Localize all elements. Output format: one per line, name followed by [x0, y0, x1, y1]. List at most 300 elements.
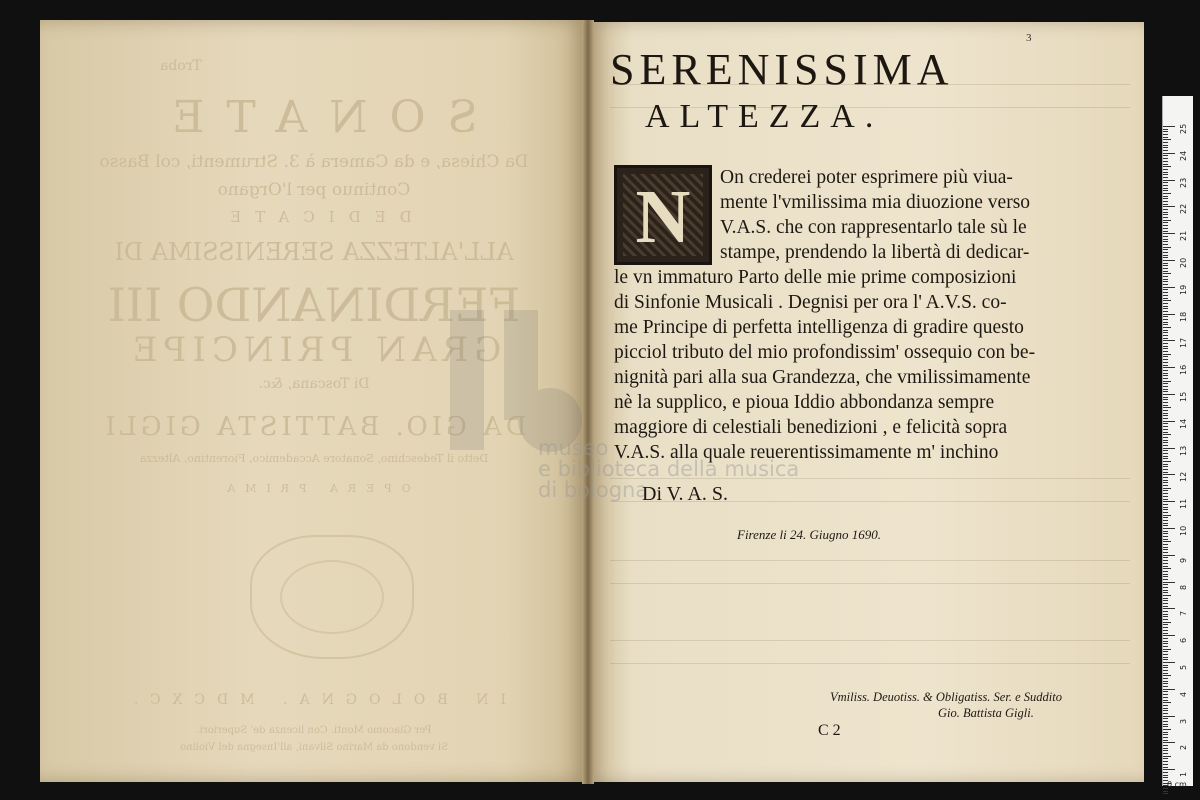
ruler-number: 9 — [1179, 557, 1188, 563]
ruler-tick — [1163, 198, 1168, 199]
ruler-tick — [1163, 308, 1168, 309]
ruler-tick — [1163, 547, 1168, 548]
watermark-text: museo — [538, 436, 609, 460]
ruler-tick — [1163, 515, 1171, 516]
ruler-tick — [1163, 675, 1171, 676]
ruler-number: 5 — [1179, 664, 1188, 670]
ruler-tick — [1163, 289, 1168, 290]
ruler-tick — [1163, 726, 1168, 727]
ruler-tick — [1163, 646, 1168, 647]
ruler-tick — [1163, 196, 1168, 197]
ruler-tick — [1163, 241, 1168, 242]
ruler-tick — [1163, 697, 1168, 698]
ruler-tick — [1163, 499, 1168, 500]
ruler-tick — [1163, 300, 1171, 301]
ruler-tick — [1163, 260, 1175, 261]
ruler-tick — [1163, 249, 1168, 250]
ruler-number: 24 — [1179, 150, 1188, 161]
ruler-number: 10 — [1179, 525, 1188, 536]
ruler-tick — [1163, 791, 1168, 792]
ruler-number: 23 — [1179, 177, 1188, 188]
ruler-tick — [1163, 222, 1168, 223]
ruler-tick — [1163, 477, 1168, 478]
ruler-tick — [1163, 662, 1175, 663]
bleed-line: Da Chiesa, e da Camera à 3. Strumenti, col Basso — [99, 152, 529, 172]
ruler-tick — [1163, 608, 1175, 609]
ruler-tick — [1163, 279, 1168, 280]
ruler-tick — [1163, 480, 1168, 481]
ruler-tick — [1163, 450, 1168, 451]
ruler-tick — [1163, 298, 1168, 299]
ruler-tick — [1163, 579, 1168, 580]
ruler-tick — [1163, 753, 1168, 754]
ruler-tick — [1163, 327, 1171, 328]
bleed-line: Si vendono da Marino Silvani, all'Insegna del Violino — [180, 742, 448, 753]
bleed-line: Troba — [160, 58, 202, 74]
ruler-tick — [1163, 582, 1175, 583]
ruler-tick — [1163, 539, 1168, 540]
ruler-tick — [1163, 520, 1168, 521]
dedication-date: Firenze li 24. Giugno 1690. — [737, 527, 881, 542]
ruler-tick — [1163, 346, 1168, 347]
ruler-tick — [1163, 453, 1168, 454]
body-line: On crederei poter esprimere più viua- — [720, 167, 1013, 188]
ruler-tick — [1163, 429, 1168, 430]
signoff: Di V. A. S. — [642, 483, 728, 505]
ruler-tick — [1163, 713, 1168, 714]
ruler-tick — [1163, 501, 1175, 502]
ruler-tick — [1163, 649, 1171, 650]
ruler-tick — [1163, 367, 1175, 368]
ruler-tick — [1163, 737, 1168, 738]
ruler-tick — [1163, 421, 1175, 422]
ruler-tick — [1163, 603, 1168, 604]
ruler-tick — [1163, 606, 1168, 607]
initial-letter: N — [635, 175, 691, 259]
ruler-number: 12 — [1179, 472, 1188, 483]
ruler-tick — [1163, 517, 1168, 518]
ruler-tick — [1163, 354, 1171, 355]
ruler-tick — [1163, 509, 1168, 510]
ruler-tick — [1163, 276, 1168, 277]
ruler-tick — [1163, 734, 1168, 735]
ruler-tick — [1163, 166, 1171, 167]
ruler-tick — [1163, 574, 1168, 575]
body-line: stampe, prendendo la libertà di dedicar- — [720, 242, 1030, 263]
ruler-tick — [1163, 316, 1168, 317]
ruler-tick — [1163, 710, 1168, 711]
ruler-tick — [1163, 343, 1168, 344]
ruler-number: 19 — [1179, 284, 1188, 295]
bleed-line: DA GIO. BATTISTA GIGLI — [101, 412, 527, 442]
ruler-tick — [1163, 311, 1168, 312]
ruler-tick — [1163, 442, 1168, 443]
ruler-tick — [1163, 161, 1168, 162]
signature-name: Gio. Battista Gigli. — [938, 706, 1034, 720]
ruler-tick — [1163, 139, 1171, 140]
ruler-tick — [1163, 231, 1168, 232]
bleed-line: OPERA PRIMA — [217, 482, 411, 495]
ruler-tick — [1163, 568, 1171, 569]
body-line: V.A.S. che con rappresentarlo tale sù le — [720, 217, 1027, 238]
ruler-tick — [1163, 150, 1168, 151]
ruler-tick — [1163, 694, 1168, 695]
ruler-tick — [1163, 292, 1168, 293]
ruler-number: 14 — [1179, 418, 1188, 429]
ruler-tick — [1163, 244, 1168, 245]
staff-bleed — [610, 640, 1130, 664]
ruler-tick — [1163, 180, 1175, 181]
ruler-tick — [1163, 525, 1168, 526]
ruler-tick — [1163, 793, 1168, 794]
ruler-tick — [1163, 627, 1168, 628]
ruler-tick — [1163, 217, 1168, 218]
watermark-text: e biblioteca della musica — [538, 457, 800, 481]
ruler-tick — [1163, 566, 1168, 567]
ruler-tick — [1163, 600, 1168, 601]
ruler-tick — [1163, 458, 1168, 459]
body-line: nè la supplico, e pioua Iddio abbondanza sempre — [614, 392, 995, 413]
ruler-tick — [1163, 571, 1168, 572]
ruler-tick — [1163, 691, 1168, 692]
ruler-tick — [1163, 410, 1168, 411]
ruler-tick — [1163, 287, 1175, 288]
ruler-tick — [1163, 268, 1168, 269]
ruler-tick — [1163, 448, 1175, 449]
ruler-number: 1 — [1179, 772, 1188, 778]
ruler-tick — [1163, 504, 1168, 505]
ruler-number: 16 — [1179, 365, 1188, 376]
ruler-tick — [1163, 271, 1168, 272]
ruler-tick — [1163, 716, 1175, 717]
ruler-tick — [1163, 633, 1168, 634]
signature-line: Vmiliss. Deuotiss. & Obligatiss. Ser. e Suddito — [830, 690, 1062, 704]
ruler-tick — [1163, 724, 1168, 725]
ruler-number: 11 — [1179, 499, 1188, 510]
ruler-tick — [1163, 678, 1168, 679]
bleed-line: SONATE — [150, 92, 478, 143]
ruler-tick — [1163, 595, 1171, 596]
ruler-tick — [1163, 659, 1168, 660]
ruler-tick — [1163, 512, 1168, 513]
body-line: nignità pari alla sua Grandezza, che vmilissimamente — [614, 367, 1031, 388]
ruler-tick — [1163, 531, 1168, 532]
ruler-tick — [1163, 445, 1168, 446]
ruler-number: 6 — [1179, 638, 1188, 644]
ruler-tick — [1163, 700, 1168, 701]
ruler-tick — [1163, 252, 1168, 253]
ruler-tick — [1163, 614, 1168, 615]
ruler-tick — [1163, 576, 1168, 577]
body-line: maggiore di celestiali benedizioni , e felicità sopra — [614, 417, 1008, 438]
ruler-number: 17 — [1179, 338, 1188, 349]
ruler-tick — [1163, 324, 1168, 325]
ruler-tick — [1163, 131, 1168, 132]
ruler-tick — [1163, 338, 1168, 339]
bleed-line: GRAN PRINCIPE — [126, 330, 502, 370]
ruler-tick — [1163, 212, 1168, 213]
ruler-tick — [1163, 772, 1168, 773]
ruler-tick — [1163, 461, 1171, 462]
bleed-line: Per Giacomo Monti. Con licenza de' Superiori. — [196, 725, 432, 736]
ruler-tick — [1163, 378, 1168, 379]
ruler-tick — [1163, 405, 1168, 406]
ruler-tick — [1163, 777, 1168, 778]
ruler-tick — [1163, 472, 1168, 473]
ruler-tick — [1163, 129, 1168, 130]
ruler-tick — [1163, 365, 1168, 366]
measurement-ruler — [1162, 96, 1193, 786]
ruler-tick — [1163, 188, 1168, 189]
ruler-tick — [1163, 145, 1168, 146]
ruler-tick — [1163, 295, 1168, 296]
ruler-tick — [1163, 544, 1168, 545]
ruler-tick — [1163, 616, 1168, 617]
ruler-tick — [1163, 233, 1175, 234]
ruler-tick — [1163, 383, 1168, 384]
bleed-line: IN BOLOGNA. MDCXC. — [121, 692, 507, 708]
ruler-tick — [1163, 206, 1175, 207]
ruler-tick — [1163, 389, 1168, 390]
ruler-tick — [1163, 496, 1168, 497]
ruler-tick — [1163, 590, 1168, 591]
ruler-tick — [1163, 314, 1175, 315]
ruler-number: 22 — [1179, 204, 1188, 215]
ruler-tick — [1163, 182, 1168, 183]
ruler-tick — [1163, 437, 1168, 438]
ruler-tick — [1163, 665, 1168, 666]
ruler-tick — [1163, 533, 1168, 534]
ruler-tick — [1163, 137, 1168, 138]
ruler-number: 3 — [1179, 718, 1188, 724]
ruler-tick — [1163, 126, 1175, 127]
ruler-tick — [1163, 370, 1168, 371]
ruler-tick — [1163, 174, 1168, 175]
ruler-tick — [1163, 284, 1168, 285]
ruler-tick — [1163, 464, 1168, 465]
ruler-tick — [1163, 362, 1168, 363]
ruler-tick — [1163, 335, 1168, 336]
body-line: me Principe di perfetta intelligenza di gradire questo — [614, 317, 1024, 338]
ruler-tick — [1163, 281, 1168, 282]
watermark-text: di bologna — [538, 478, 649, 502]
ruler-tick — [1163, 177, 1168, 178]
ruler-tick — [1163, 654, 1168, 655]
ruler-tick — [1163, 351, 1168, 352]
ruler-tick — [1163, 485, 1168, 486]
dedication-subtitle: ALTEZZA. — [645, 98, 884, 135]
ruler-tick — [1163, 552, 1168, 553]
ruler-number: 20 — [1179, 257, 1188, 268]
ruler-tick — [1163, 758, 1168, 759]
ruler-tick — [1163, 423, 1168, 424]
bleed-line: ALL'ALTEZZA SERENISSIMA DI — [114, 238, 514, 266]
ruler-tick — [1163, 563, 1168, 564]
ruler-unit: 0 cm — [1167, 780, 1187, 789]
ruler-tick — [1163, 667, 1168, 668]
ruler-tick — [1163, 756, 1171, 757]
ruler-tick — [1163, 155, 1168, 156]
ruler-tick — [1163, 624, 1168, 625]
ruler-number: 25 — [1179, 123, 1188, 134]
ruler-tick — [1163, 415, 1168, 416]
ruler-tick — [1163, 356, 1168, 357]
ruler-tick — [1163, 418, 1168, 419]
ruler-tick — [1163, 306, 1168, 307]
ruler-tick — [1163, 225, 1168, 226]
ruler-number: 21 — [1179, 231, 1188, 242]
ruler-tick — [1163, 683, 1168, 684]
ruler-tick — [1163, 708, 1168, 709]
ruler-tick — [1163, 204, 1168, 205]
ruler-tick — [1163, 748, 1168, 749]
body-line: picciol tributo del mio profondissim' ossequio con be- — [614, 342, 1036, 363]
ruler-tick — [1163, 721, 1168, 722]
ruler-tick — [1163, 488, 1171, 489]
bleed-line: Di Toscana, &c. — [258, 376, 370, 392]
ruler-tick — [1163, 657, 1168, 658]
ruler-tick — [1163, 732, 1168, 733]
ruler-tick — [1163, 134, 1168, 135]
bleed-line: FERDINANDO III — [107, 278, 521, 332]
ruler-tick — [1163, 407, 1171, 408]
ruler-tick — [1163, 220, 1171, 221]
ruler-number: 13 — [1179, 445, 1188, 456]
ruler-tick — [1163, 193, 1171, 194]
ruler-tick — [1163, 670, 1168, 671]
ruler-tick — [1163, 456, 1168, 457]
ruler-number: 4 — [1179, 691, 1188, 697]
ruler-number: 7 — [1179, 611, 1188, 617]
ruler-tick — [1163, 142, 1168, 143]
signature-mark: C 2 — [818, 722, 841, 739]
ruler-tick — [1163, 528, 1175, 529]
ruler-number: 8 — [1179, 584, 1188, 590]
ruler-tick — [1163, 643, 1168, 644]
bleed-line: Detto il Tedeschino, Sonatore Accademico, Fiorentino, Altezza — [139, 452, 489, 465]
ruler-tick — [1163, 482, 1168, 483]
ruler-tick — [1163, 239, 1168, 240]
ruler-tick — [1163, 466, 1168, 467]
ruler-tick — [1163, 147, 1168, 148]
ruler-tick — [1163, 319, 1168, 320]
ruler-number: 15 — [1179, 391, 1188, 402]
ruler-tick — [1163, 413, 1168, 414]
ruler-tick — [1163, 340, 1175, 341]
ruler-tick — [1163, 673, 1168, 674]
ruler-number: 18 — [1179, 311, 1188, 322]
ruler-tick — [1163, 330, 1168, 331]
ruler-tick — [1163, 469, 1168, 470]
ruler-tick — [1163, 541, 1171, 542]
ruler-tick — [1163, 536, 1168, 537]
ruler-tick — [1163, 474, 1175, 475]
ruler-tick — [1163, 399, 1168, 400]
ruler-tick — [1163, 263, 1168, 264]
ruler-tick — [1163, 745, 1168, 746]
ruler-tick — [1163, 689, 1175, 690]
ruler-tick — [1163, 490, 1168, 491]
ruler-tick — [1163, 555, 1175, 556]
ruler-tick — [1163, 381, 1171, 382]
body-line: mente l'vmilissima mia diuozione verso — [720, 192, 1031, 213]
ruler-tick — [1163, 228, 1168, 229]
ruler-tick — [1163, 359, 1168, 360]
ruler-tick — [1163, 402, 1168, 403]
body-line: di Sinfonie Musicali . Degnisi per ora l' A.V.S. co- — [614, 292, 1007, 313]
ruler-tick — [1163, 630, 1168, 631]
bleed-line: Continuo per l'Organo — [217, 180, 411, 200]
ruler-tick — [1163, 273, 1171, 274]
ruler-tick — [1163, 584, 1168, 585]
ruler-tick — [1163, 592, 1168, 593]
ruler-tick — [1163, 185, 1168, 186]
body-line: V.A.S. alla quale reuerentissimamente m' inchino — [614, 442, 999, 463]
ruler-tick — [1163, 169, 1168, 170]
ruler-tick — [1163, 247, 1171, 248]
ruler-tick — [1163, 348, 1168, 349]
ruler-tick — [1163, 236, 1168, 237]
ruler-tick — [1163, 622, 1171, 623]
ruler-tick — [1163, 761, 1168, 762]
ruler-tick — [1163, 493, 1168, 494]
ruler-tick — [1163, 391, 1168, 392]
ruler-tick — [1163, 303, 1168, 304]
ruler-tick — [1163, 209, 1168, 210]
ruler-tick — [1163, 432, 1168, 433]
ruler-tick — [1163, 440, 1168, 441]
ruler-tick — [1163, 775, 1168, 776]
ruler-tick — [1163, 681, 1168, 682]
ruler-tick — [1163, 767, 1168, 768]
ruler-tick — [1163, 394, 1175, 395]
ruler-tick — [1163, 201, 1168, 202]
staff-bleed — [610, 560, 1130, 584]
ruler-tick — [1163, 426, 1168, 427]
ruler-tick — [1163, 158, 1168, 159]
body-line: le vn immaturo Parto delle mie prime composizioni — [614, 267, 1017, 288]
ruler-tick — [1163, 507, 1168, 508]
ruler-tick — [1163, 434, 1171, 435]
ruler-tick — [1163, 549, 1168, 550]
ruler-tick — [1163, 729, 1171, 730]
ruler-tick — [1163, 705, 1168, 706]
ruler-tick — [1163, 375, 1168, 376]
dedication-title: SERENISSIMA — [610, 45, 954, 94]
page-mark: 3 — [1026, 32, 1032, 44]
ruler-tick — [1163, 638, 1168, 639]
ruler-tick — [1163, 635, 1175, 636]
ruler-tick — [1163, 214, 1168, 215]
ruler-tick — [1163, 373, 1168, 374]
ruler-tick — [1163, 397, 1168, 398]
ruler-tick — [1163, 769, 1175, 770]
ruler-tick — [1163, 611, 1168, 612]
ruler-tick — [1163, 153, 1175, 154]
ruler-tick — [1163, 702, 1171, 703]
ruler-tick — [1163, 651, 1168, 652]
ruler-tick — [1163, 560, 1168, 561]
ruler-tick — [1163, 598, 1168, 599]
ruler-tick — [1163, 686, 1168, 687]
ruler-tick — [1163, 257, 1168, 258]
ruler-tick — [1163, 740, 1168, 741]
ruler-tick — [1163, 322, 1168, 323]
ruler-tick — [1163, 386, 1168, 387]
decorated-initial — [614, 165, 712, 265]
ruler-tick — [1163, 718, 1168, 719]
ruler-tick — [1163, 587, 1168, 588]
